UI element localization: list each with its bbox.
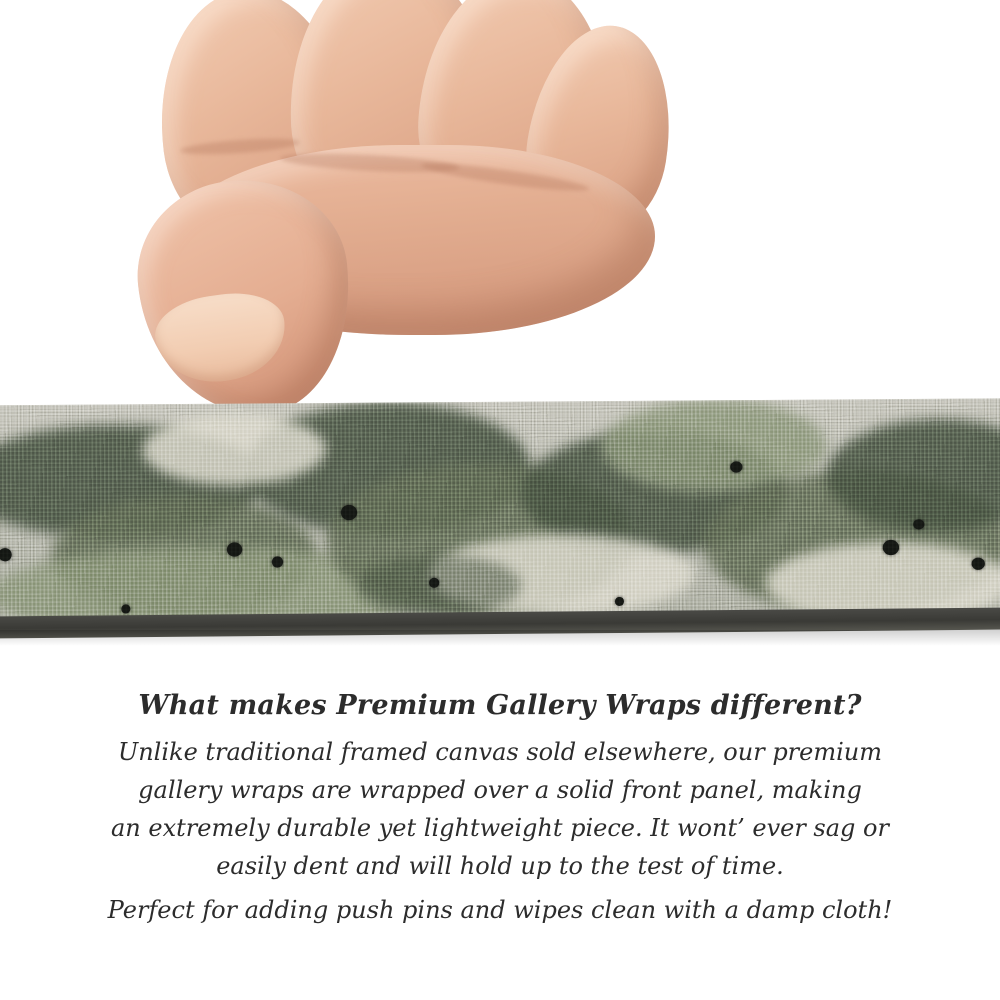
caption-line: an extremely durable yet lightweight piece. It wont’ ever sag or bbox=[111, 814, 889, 842]
canvas-drop-shadow bbox=[0, 630, 1000, 646]
caption-closing-line: Perfect for adding push pins and wipes clean with a damp cloth! bbox=[107, 896, 893, 924]
caption-title: What makes Premium Gallery Wraps different? bbox=[138, 690, 862, 721]
caption-line: easily dent and will hold up to the test of time. bbox=[216, 852, 784, 880]
canvas-weave-texture bbox=[0, 398, 1000, 627]
human-hand-fist bbox=[120, 0, 640, 430]
caption-line: Unlike traditional framed canvas sold elsewhere, our premium bbox=[117, 738, 882, 766]
caption-block bbox=[0, 690, 1000, 929]
caption-line: gallery wraps are wrapped over a solid front panel, making bbox=[138, 776, 862, 804]
gallery-wrap-canvas-edge bbox=[0, 398, 1000, 627]
